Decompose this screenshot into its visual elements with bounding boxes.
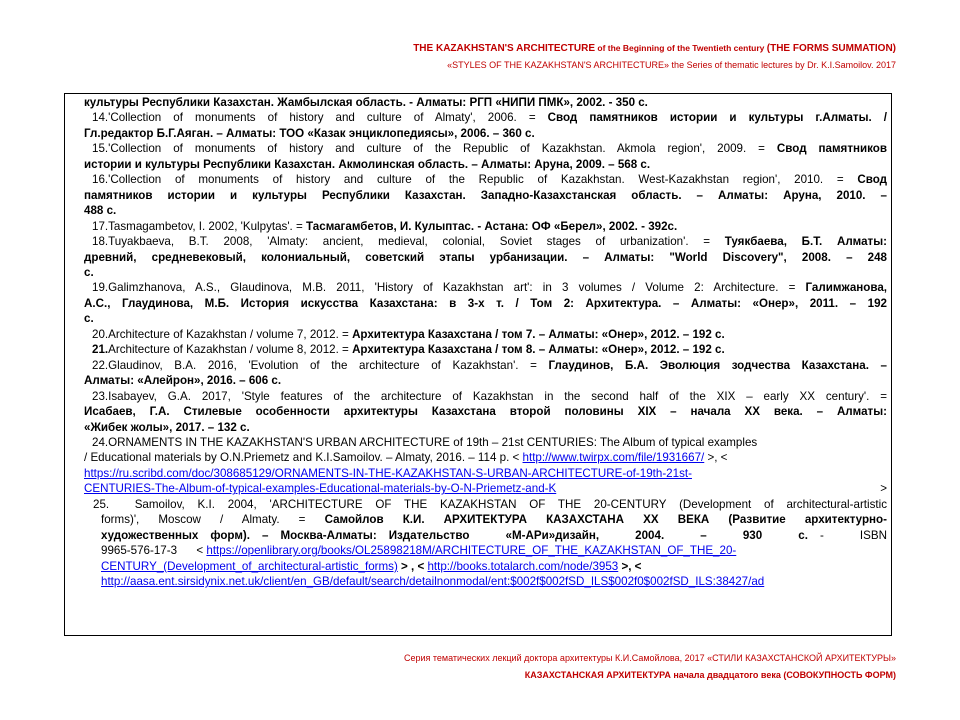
reference-line: [65, 574, 887, 589]
references-box: [64, 93, 892, 636]
reference-text: / Educational materials by O.N.Priemetz and K.I.Samoilov. – Almaty, 2016. – 114 p. <: [84, 451, 523, 465]
reference-text: Глаудинов, Б.А. Эволюция зодчества Казахстана. –: [548, 358, 887, 372]
reference-line: [65, 311, 887, 326]
reference-text: >, <: [618, 559, 642, 573]
reference-text: forms)', Moscow / Almaty. =: [101, 513, 325, 527]
reference-text: 'Collection of monuments of history and culture of the Republic of Kazakhstan. West-Kazakhstan region', 2010. =: [108, 173, 858, 187]
reference-text: 'Collection of monuments of history and culture of Almaty', 2006. =: [108, 111, 548, 125]
reference-link[interactable]: http://aasa.ent.sirsidynix.net.uk/client/en_GB/default/search/detailnonmodal/ent:$002f$002fSD_ILS$002f0$002fSD_ILS:38427/ad: [101, 575, 765, 589]
reference-text: ORNAMENTS IN THE KAZAKHSTAN'S URBAN ARCHITECTURE of 19th – 21st CENTURIES: The Album of typical examples: [108, 435, 758, 449]
reference-text: > , <: [397, 559, 428, 573]
reference-line: [65, 466, 887, 481]
reference-text: с.: [84, 265, 94, 279]
reference-text: Galimzhanova, A.S., Glaudinova, M.B. 2011, 'History of Kazakhstan art': in 3 volumes / Volume 2: Architecture. =: [108, 281, 806, 295]
reference-line: [65, 172, 887, 187]
reference-line: [65, 342, 887, 357]
reference-text: 23.: [92, 389, 109, 403]
reference-line: [65, 250, 887, 265]
reference-text: 20.: [92, 327, 109, 341]
reference-line: [65, 110, 887, 125]
reference-text: - ISBN: [807, 528, 887, 542]
reference-text: Свод памятников истории и культуры г.Алматы. /: [547, 111, 887, 125]
page-header: [413, 40, 896, 73]
reference-link[interactable]: http://www.twirpx.com/file/1931667/: [522, 451, 705, 465]
reference-link[interactable]: https://openlibrary.org/books/OL25898218M/ARCHITECTURE_OF_THE_KAZAKHSTAN_OF_THE_20-: [206, 544, 737, 558]
reference-text: 16.: [92, 173, 109, 187]
reference-text: Архитектура Казахстана / том 7. – Алматы: «Онер», 2012. – 192 с.: [352, 327, 725, 341]
reference-line: [65, 95, 887, 110]
reference-line: [65, 126, 887, 141]
reference-text: Architecture of Kazakhstan / volume 7, 2012. =: [108, 327, 353, 341]
reference-text: 19.: [92, 281, 109, 295]
reference-text: 488 с.: [84, 204, 117, 218]
reference-text: Tuyakbaeva, B.T. 2008, 'Almaty: ancient, medieval, colonial, Soviet stages of urbanization'. =: [108, 235, 725, 249]
reference-text: с.: [84, 312, 94, 326]
reference-line: [65, 512, 887, 527]
reference-line: [65, 141, 887, 156]
reference-text: А.С., Глаудинова, М.Б. История искусства Казахстана: в 3-х т. / Том 2: Архитектура. – Алматы: «Онер», 2011. – 192: [84, 296, 887, 310]
reference-line: [65, 497, 887, 512]
reference-line: [65, 559, 887, 574]
reference-line: [65, 450, 887, 465]
reference-line: [65, 296, 887, 311]
reference-line: [65, 203, 887, 218]
reference-line: [65, 234, 887, 249]
reference-text: «Жибек жолы», 2017. – 132 с.: [84, 420, 250, 434]
reference-line: [65, 358, 887, 373]
reference-text: Туякбаева, Б.Т. Алматы:: [724, 235, 887, 249]
reference-line: [65, 528, 887, 543]
reference-text: культуры Республики Казахстан. Жамбылская область. - Алматы: РГП «НИПИ ПМК», 2002. - 350 с.: [84, 96, 648, 109]
reference-line: [65, 157, 887, 172]
header-series-line: «STYLES OF THE KAZAKHSTAN'S ARCHITECTURE» the Series of thematic lectures by Dr. K.I.Samoilov. 2017: [447, 60, 896, 70]
reference-line: [65, 481, 887, 496]
footer-title-line: КАЗАХСТАНСКАЯ АРХИТЕКТУРА начала двадцатого века (СОВОКУПНОСТЬ ФОРМ): [524, 670, 896, 680]
reference-line: [65, 327, 887, 342]
reference-link[interactable]: https://ru.scribd.com/doc/308685129/ORNAMENTS-IN-THE-KAZAKHSTAN-S-URBAN-ARCHITECTURE-of-19th-21st-: [84, 466, 692, 480]
reference-text: 14.: [92, 111, 109, 125]
reference-text: памятников истории и культуры Республики Казахстан. Западно-Казахстанская область. – Алматы: Аруна, 2010. –: [84, 188, 887, 202]
reference-text: Свод: [857, 173, 887, 187]
reference-text: 15.: [92, 142, 109, 156]
reference-text: художественных форм). – Москва-Алматы: Издательство «М-АРи»дизайн, 2004. – 930 с.: [101, 528, 808, 542]
reference-line: [65, 404, 887, 419]
reference-text: Гл.редактор Б.Г.Аяган. – Алматы: ТОО «Казак энциклопедиясы», 2006. – 360 с.: [84, 126, 535, 140]
reference-line: [65, 265, 887, 280]
reference-text: 9965-576-17-3 <: [101, 544, 207, 558]
reference-line: [65, 280, 887, 295]
reference-link[interactable]: CENTURY_(Development_of_architectural-artistic_forms): [101, 559, 398, 573]
page-footer: [404, 650, 896, 684]
reference-text: 18.: [92, 235, 109, 249]
reference-text: древний, средневековый, колониальный, советский этапы урбанизации. – Алматы: "World Discovery", 2008. – 248: [84, 250, 887, 264]
reference-text: Алматы: «Алейрон», 2016. – 606 с.: [84, 374, 282, 388]
header-title-end: (THE FORMS SUMMATION): [766, 43, 896, 54]
reference-line: [65, 543, 887, 558]
header-title-main: THE KAZAKHSTAN'S ARCHITECTURE: [413, 43, 596, 54]
reference-text: истории и культуры Республики Казахстан. Акмолинская область. – Алматы: Аруна, 2009. – 568 с.: [84, 157, 651, 171]
reference-text: Тасмагамбетов, И. Кулыптас. - Астана: ОФ «Берел», 2002. - 392с.: [306, 219, 678, 233]
reference-text: Исабаев, Г.А. Стилевые особенности архитектуры Казахстана второй половины XIX – начала XX века. – Алматы:: [84, 405, 887, 419]
reference-line: [65, 373, 887, 388]
reference-text: Галимжанова,: [805, 281, 887, 295]
reference-text: Isabayev, G.A. 2017, 'Style features of the architecture of Kazakhstan in the second half of the XIX – early XX century'. =: [108, 389, 887, 403]
header-title-sub: of the Beginning of the Twentieth century: [595, 43, 767, 53]
reference-line: [65, 435, 887, 450]
reference-text: Tasmagambetov, I. 2002, 'Kulpytas'. =: [108, 219, 306, 233]
reference-link[interactable]: http://books.totalarch.com/node/3953: [427, 559, 619, 573]
reference-text: 25. Samoilov, K.I. 2004, 'ARCHITECTURE OF THE KAZAKHSTAN OF THE 20-CENTURY (Development of architectural-artistic: [93, 497, 887, 511]
footer-series-line: Серия тематических лекций доктора архитектуры К.И.Самойлова, 2017 «СТИЛИ КАЗАХСТАНСКОЙ АРХИТЕКТУРЫ»: [403, 653, 896, 663]
reference-text: Самойлов К.И. АРХИТЕКТУРА КАЗАХСТАНА XX ВЕКА (Развитие архитектурно-: [324, 513, 887, 527]
reference-text: 21.: [92, 343, 109, 357]
reference-text: Architecture of Kazakhstan / volume 8, 2012. =: [108, 343, 353, 357]
reference-text: >, <: [704, 451, 728, 465]
reference-link[interactable]: CENTURIES-The-Album-of-typical-examples-Educational-materials-by-O-N-Priemetz-and-K: [84, 482, 557, 496]
reference-line: [65, 188, 887, 203]
reference-text: 24.: [92, 435, 109, 449]
reference-text: >: [556, 482, 887, 496]
reference-text: 'Collection of monuments of history and culture of the Republic of Kazakhstan. Akmola region', 2009. =: [108, 142, 777, 156]
reference-text: Glaudinov, B.A. 2016, 'Evolution of the architecture of Kazakhstan'. =: [108, 358, 549, 372]
reference-text: Архитектура Казахстана / том 8. – Алматы: «Онер», 2012. – 192 с.: [352, 343, 725, 357]
header-title-line: [413, 40, 896, 57]
reference-text: 22.: [92, 358, 109, 372]
reference-line: [65, 420, 887, 435]
reference-line: [65, 219, 887, 234]
reference-text: 17.: [92, 219, 109, 233]
reference-text: Свод памятников: [776, 142, 887, 156]
reference-line: [65, 389, 887, 404]
